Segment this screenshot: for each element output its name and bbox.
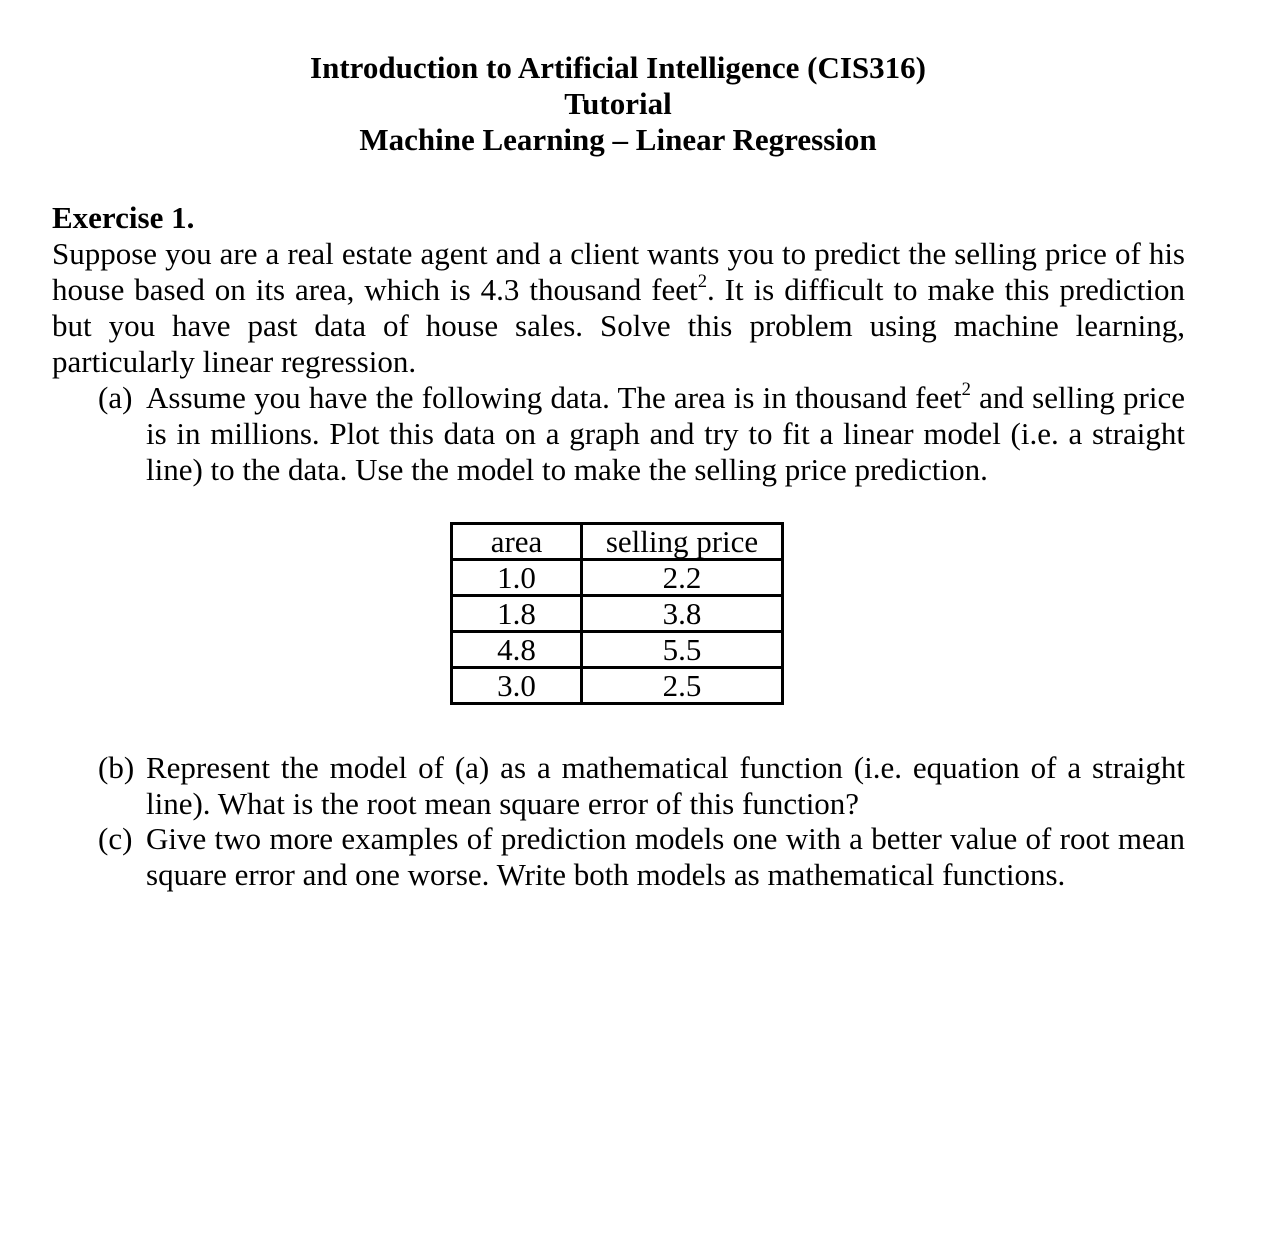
title-block: [0, 50, 1236, 158]
item-a-label: (a): [98, 380, 133, 415]
table-row: [452, 560, 783, 596]
item-a-text: [146, 380, 1185, 488]
item-a-text-1: Assume you have the following data. The area is in thousand feet: [146, 380, 962, 415]
cell-price: 3.8: [582, 596, 783, 632]
intro-text-1: Suppose you are a real estate agent and a client wants you to predict the selling price of his house based on its area, which is 4.3 thousand feet: [52, 236, 1185, 307]
intro-text-2: . It is difficult to make this prediction but you have past data of house sales. Solve this problem using machine learning, particularly linear regression.: [52, 272, 1186, 379]
cell-area: 4.8: [452, 632, 582, 668]
exercise-intro: [52, 236, 1185, 380]
item-c-text: Give two more examples of prediction models one with a better value of root mean square error and one worse. Write both models as mathematical functions.: [146, 821, 1185, 892]
cell-price: 5.5: [582, 632, 783, 668]
topic-title: Machine Learning – Linear Regression: [359, 122, 877, 157]
item-c-label: (c): [98, 821, 133, 856]
cell-price: 2.5: [582, 668, 783, 704]
course-title: Introduction to Artificial Intelligence (CIS316): [310, 50, 926, 85]
item-c: [98, 821, 1185, 893]
cell-area: 3.0: [452, 668, 582, 704]
header-selling-price: selling price: [582, 524, 783, 560]
exercise-heading: Exercise 1.: [52, 200, 195, 235]
header-area: area: [452, 524, 582, 560]
data-table: [450, 522, 784, 705]
item-a-text-2: and selling price is in millions. Plot this data on a graph and try to fit a linear model (i.e. a straight line) to the data. Use the model to make the selling price prediction.: [146, 380, 1185, 487]
cell-area: 1.0: [452, 560, 582, 596]
table-header-row: [452, 524, 783, 560]
cell-area: 1.8: [452, 596, 582, 632]
table-row: [452, 668, 783, 704]
table-row: [452, 632, 783, 668]
item-a-superscript: 2: [961, 378, 971, 400]
item-a: [98, 380, 1185, 488]
cell-price: 2.2: [582, 560, 783, 596]
item-b-text: Represent the model of (a) as a mathematical function (i.e. equation of a straight line). What is the root mean square error of this function?: [146, 750, 1185, 821]
intro-superscript: 2: [697, 270, 707, 292]
item-b-label: (b): [98, 750, 135, 785]
table-row: [452, 596, 783, 632]
document-type: Tutorial: [564, 86, 672, 121]
item-b: [98, 750, 1185, 822]
